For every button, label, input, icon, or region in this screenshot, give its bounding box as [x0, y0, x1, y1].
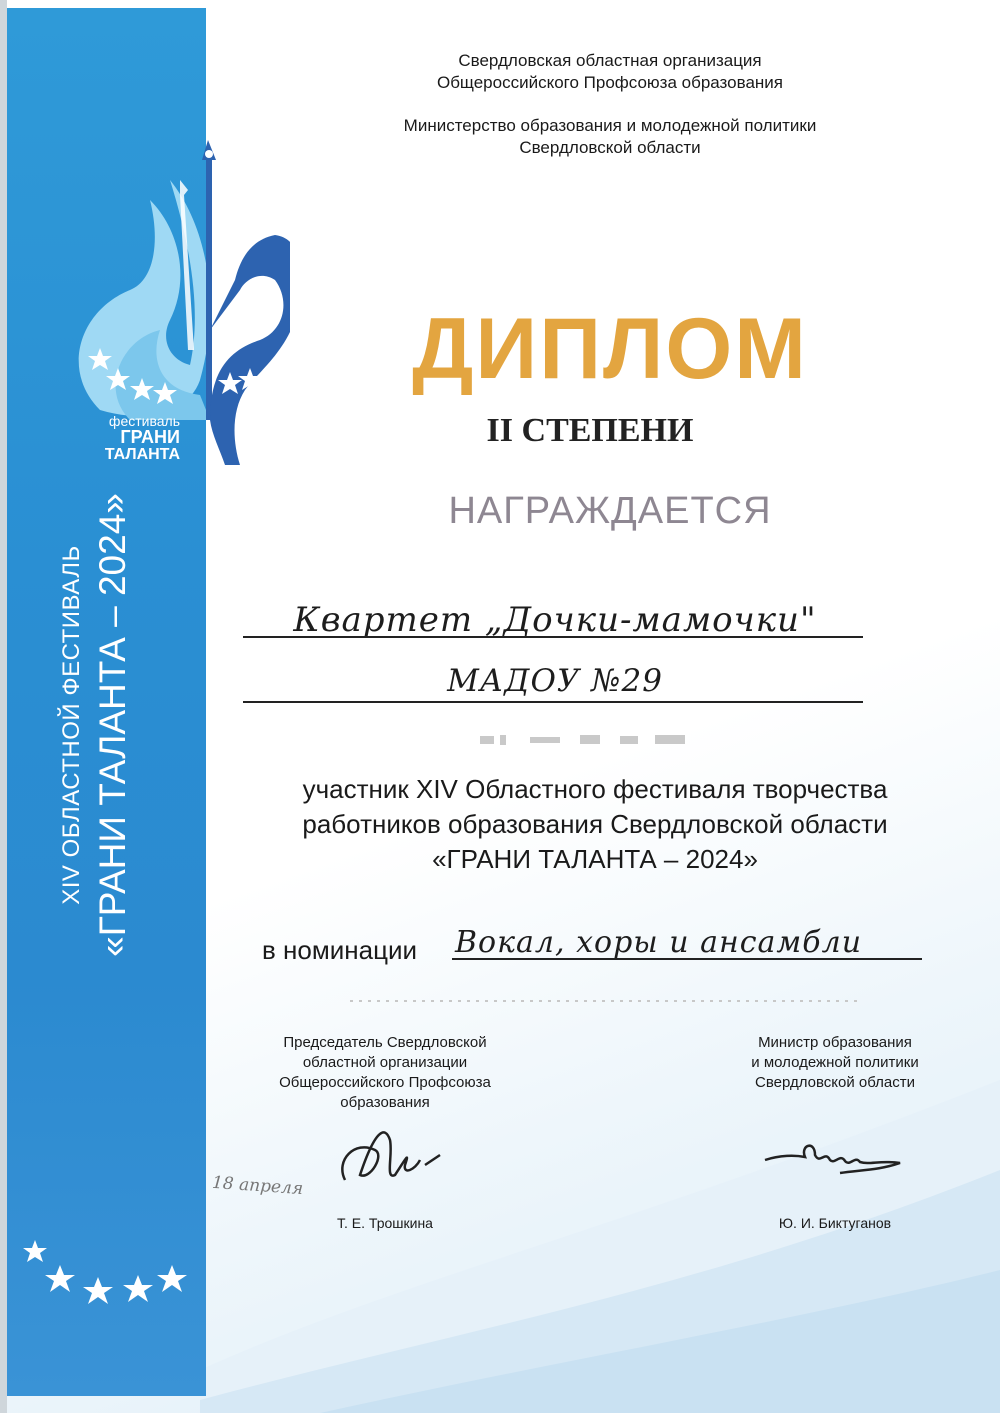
- chair-signature: [325, 1120, 455, 1200]
- side-banner-line1: XIV ОБЛАСТНОЙ ФЕСТИВАЛЬ: [58, 545, 85, 905]
- description-line3: «ГРАНИ ТАЛАНТА – 2024»: [432, 844, 758, 874]
- recipient-organization-underline: [243, 701, 863, 703]
- side-banner-line2: «ГРАНИ ТАЛАНТА – 2024»: [92, 493, 133, 957]
- organization-line2: Общероссийского Профсоюза образования: [436, 73, 784, 92]
- date-note: 18 апреля: [211, 1172, 304, 1200]
- stars-decoration-icon: [20, 1235, 200, 1310]
- description-line1: участник XIV Областного фестиваля творчества: [302, 774, 888, 804]
- diploma-title: ДИПЛОМ: [412, 301, 808, 397]
- recipient-name: Квартет „Дочки-мамочки": [293, 600, 817, 640]
- recipient-name-underline: [243, 636, 863, 638]
- organization-line1: Свердловская областная организация: [458, 51, 762, 70]
- scan-dotted-line: [350, 998, 860, 1004]
- ministry-line2: Свердловской области: [519, 138, 701, 157]
- nomination-underline: [452, 958, 922, 960]
- side-banner: [10, 365, 160, 1085]
- awarded-label: НАГРАЖДАЕТСЯ: [448, 490, 772, 532]
- organization-header: [330, 50, 890, 94]
- logo-label-line1: ГРАНИ: [120, 427, 180, 447]
- minister-title: [720, 1033, 950, 1093]
- minister-title-line1: Министр образования: [758, 1034, 912, 1051]
- minister-title-line3: Свердловской области: [754, 1074, 915, 1091]
- nomination-label: в номинации: [262, 935, 418, 965]
- participant-description: [240, 772, 950, 877]
- chair-name: Т. Е. Трошкина: [337, 1215, 433, 1231]
- minister-name: Ю. И. Биктуганов: [778, 1215, 892, 1231]
- nomination-value: Вокал, хоры и ансамбли: [455, 925, 863, 960]
- chair-title-line2: областной организации: [302, 1054, 468, 1071]
- page-edge: [0, 0, 7, 1413]
- chair-title-line1: Председатель Свердловской: [283, 1034, 487, 1051]
- chair-title-line3: Общероссийского Профсоюза: [279, 1074, 491, 1091]
- faint-print-mark: [470, 730, 710, 750]
- logo-label-line2: ТАЛАНТА: [104, 446, 180, 463]
- chair-title-line4: образования: [340, 1094, 430, 1111]
- description-line2: работников образования Свердловской области: [302, 809, 888, 839]
- ministry-header: [330, 115, 890, 159]
- recipient-organization: МАДОУ №29: [447, 663, 663, 699]
- diploma-degree: II СТЕПЕНИ: [486, 412, 694, 449]
- minister-signature: [760, 1135, 910, 1180]
- logo-label-small: фестиваль: [108, 413, 180, 429]
- chair-title: [250, 1033, 520, 1113]
- minister-title-line2: и молодежной политики: [751, 1054, 919, 1071]
- ministry-line1: Министерство образования и молодежной политики: [403, 116, 817, 135]
